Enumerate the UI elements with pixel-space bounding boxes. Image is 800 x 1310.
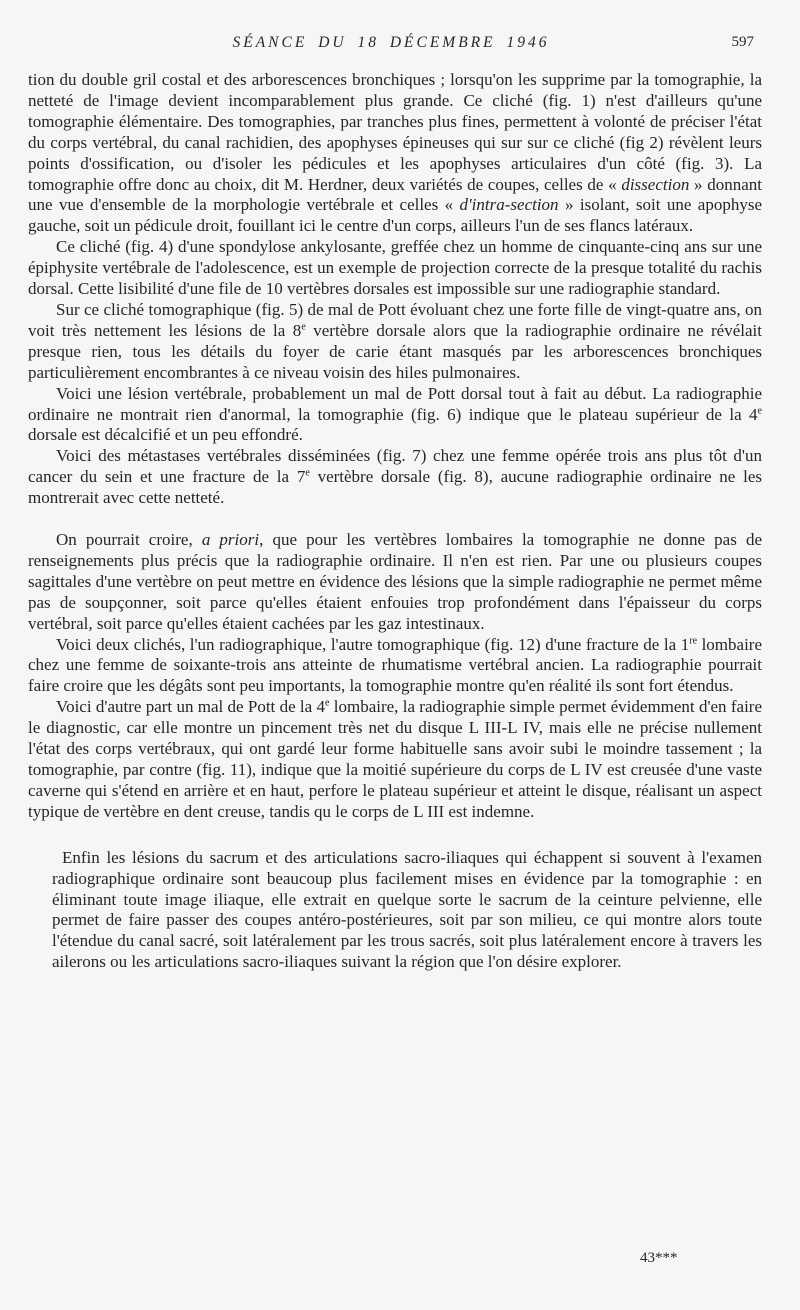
signature-mark: 43*** [640, 1250, 678, 1266]
paragraph: Voici une lésion vertébrale, probablement un mal de Pott dorsal tout à fait au début. La radiographie ordinaire ne montrait rien d'anormal, la tomographie (fig. 6) indique que le plateau supérieur de la 4e dorsale est décalcifié et un peu effondré. [28, 383, 762, 445]
paragraph: tion du double gril costal et des arborescences bronchiques ; lorsqu'on les supprime par la tomographie, la netteté de l'image devient incomparablement plus grande. Ce cliché (fig. 1) n'est d'ailleurs qu'une tomographie élémentaire. Des tomographies, par tranches plus fines, permettent à volonté de préciser l'état du corps vertébral, du canal rachidien, des apophyses épineuses qui sur sur ce cliché (fig 2) révèlent leurs points d'ossification, ou d'isoler les pédicules et les apophyses articulaires d'un côté (fig. 3). La tomographie offre donc au choix, dit M. Herdner, deux variétés de coupes, celles de « dissection » donnant une vue d'ensemble de la morphologie vertébrale et celles « d'intra-section » isolant, soit une apophyse gauche, soit un pédicule droit, fouillant ici le centre d'un corps, ailleurs l'un de ses flancs latéraux. [28, 70, 762, 236]
paragraph: Ce cliché (fig. 4) d'une spondylose ankylosante, greffée chez un homme de cinquante-cinq ans sur une épiphysite vertébrale de l'adolescence, est un exemple de projection correcte de la presque totalité du rachis dorsal. Cette lisibilité d'une file de 10 vertèbres dorsales est impossible sur une radiographie standard. [28, 237, 762, 299]
body-text [28, 70, 762, 973]
paragraph: Voici d'autre part un mal de Pott de la 4e lombaire, la radiographie simple permet évidemment d'en faire le diagnostic, car elle montre un pincement très net du disque L III-L IV, mais elle ne précise nullement l'état des corps vertébraux, qui ont gardé leur forme habituelle sans avoir subi le moindre tassement ; la tomographie, par contre (fig. 11), indique que la moitié supérieure du corps de L IV est creusée d'une vaste caverne qui s'étend en arrière et en haut, perfore le plateau supérieur et atteint le disque, réalisant un aspect typique de vertèbre en dent creuse, tandis qu le corps de L III est indemne. [28, 697, 762, 821]
page-header [28, 34, 754, 58]
page-number: 597 [731, 34, 754, 50]
paragraph: Voici des métastases vertébrales disséminées (fig. 7) chez une femme opérée trois ans plus tôt d'un cancer du sein et une fracture de la 7e vertèbre dorsale (fig. 8), aucune radiographie ordinaire ne les montrerait avec cette netteté. [28, 446, 763, 508]
final-section [28, 848, 762, 973]
paragraph: Sur ce cliché tomographique (fig. 5) de mal de Pott évoluant chez une forte fille de vingt-quatre ans, on voit très nettement les lésions de la 8e vertèbre dorsale alors que la radiographie ordinaire ne révélait presque rien, tous les détails du foyer de carie étant masqués par les arborescences bronchiques particulièrement encombrantes à ce niveau voisin des hiles pulmonaires. [28, 299, 762, 382]
paragraph: Enfin les lésions du sacrum et des articulations sacro-iliaques qui échappent si souvent à l'examen radiographique ordinaire sont beaucoup plus facilement mises en évidence par la tomographie : en éliminant toute image iliaque, elle extrait en quelque sorte le sacrum de la ceinture pelvienne, elle permet de faire passer des coupes antéro-postérieures, soit par son milieu, ce qui montre alors toute l'étendue du canal sacré, soit latéralement par les trous sacrés, soit plus latéralement encore à travers les ailerons ou les articulations sacro-iliaques suivant la région que l'on désire explorer. [52, 847, 762, 972]
paragraph: Voici deux clichés, l'un radiographique, l'autre tomographique (fig. 12) d'une fracture de la 1re lombaire chez une femme de soixante-trois ans atteinte de rhumatisme vertébral ancien. La radiographie pourrait faire croire que les dégâts sont peu importants, la tomographie montre qu'en réalité ils sont fort étendus. [28, 634, 762, 696]
paragraph: On pourrait croire, a priori, que pour les vertèbres lombaires la tomographie ne donne pas de renseignements plus précis que la radiographie ordinaire. Il n'en est rien. Par une ou plusieurs coupes sagittales d'une vertèbre on peut mettre en évidence des lésions que la simple radiographie ne permet même pas de soupçonner, soit parce qu'elles étaient enfouies trop profondément dans l'épaisseur du corps vertébral, soit parce qu'elles étaient cachées par les gaz intestinaux. [28, 530, 762, 633]
running-head: SÉANCE DU 18 DÉCEMBRE 1946 [232, 34, 550, 51]
